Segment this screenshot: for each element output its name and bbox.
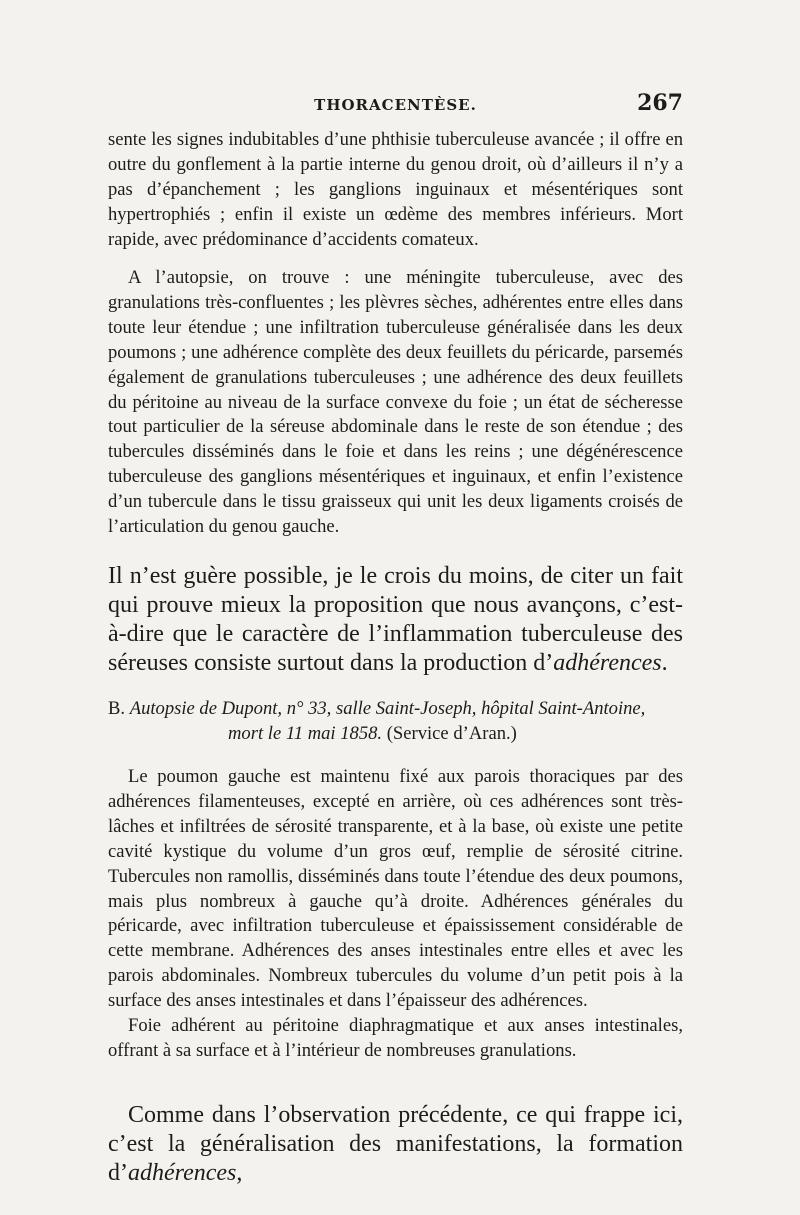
closing-text: Comme dans l’observation précédente, ce qui frappe ici, c’est la généralisation des manifestations, la formation d’ xyxy=(108,1102,683,1186)
commentary-italic: adhérences xyxy=(553,650,662,676)
paragraph-lungs: Le poumon gauche est maintenu fixé aux parois thoraciques par des adhérences filamenteuses, excepté en arrière, où ces adhérences sont très-lâches et infiltrées de sérosité transparente, et à la base, où existe une petite cavité kystique du volume d’un gros œuf, remplie de sérosité citrine. Tubercules non ramollis, disséminés dans toute l’étendue des deux poumons, mais plus nombreux à gauche qu’à droite. Adhérences générales du péricarde, avec infiltration tuberculeuse et épaississement considérable de cette membrane. Adhérences des anses intestinales entre elles et avec les parois abdominales. Nombreux tubercules du volume d’un petit pois à la surface des anses intestinales et dans l’épaisseur des adhérences. xyxy=(108,766,683,1012)
observation-date: mort le 11 mai 1858. xyxy=(228,723,383,744)
observation-service: (Service d’Aran.) xyxy=(382,723,517,744)
closing-end: , xyxy=(236,1160,243,1186)
paragraph-liver: Foie adhérent au péritoine diaphragmatique et aux anses intestinales, offrant à sa surface et à l’intérieur de nombreuses granulations. xyxy=(108,1015,683,1061)
observation-title: Autopsie de Dupont, n° 33, salle Saint-Joseph, hôpital Saint-Antoine, xyxy=(129,698,646,719)
paragraph-autopsy: A l’autopsie, on trouve : une méningite tuberculeuse, avec des granulations très-confluentes ; les plèvres sèches, adhérentes entre elles dans toute leur étendue ; une infiltration tuberculeuse généralisée dans les deux poumons ; une adhérence complète des deux feuillets du péricarde, parsemés également de granulations tuberculeuses ; une adhérence des deux feuillets du péritoine au niveau de la surface convexe du foie ; un état de sécheresse tout particulier de la séreuse abdominale dans le reste de son étendue ; des tubercules disséminés dans le foie et dans les reins ; une dégénérescence tuberculeuse des ganglions mésentériques et inguinaux, et enfin l’existence d’un tubercule dans le tissu graisseux qui unit les deux ligaments croisés de l’articulation du genou gauche. xyxy=(108,267,683,538)
page-header xyxy=(108,92,683,122)
closing-italic: adhérences xyxy=(128,1160,237,1186)
commentary-end: . xyxy=(661,650,668,676)
observation-letter: B. xyxy=(108,698,126,719)
paragraph-case-continued: sente les signes indubitables d’une phthisie tuberculeuse avancée ; il offre en outre du gonflement à la partie interne du genou droit, où d’ailleurs il n’y a pas d’épanchement ; les ganglions inguinaux et mésentériques sont hypertrophiés ; enfin il existe un œdème des membres inférieurs. Mort rapide, avec prédominance d’accidents comateux. xyxy=(108,129,683,250)
page-number: 267 xyxy=(637,90,683,116)
running-title: THORACENTÈSE. xyxy=(314,96,477,114)
observation-heading-line-2 xyxy=(108,721,683,746)
observation-heading-line-1 xyxy=(108,696,683,721)
commentary-text: Il n’est guère possible, je le crois du moins, de citer un fait qui prouve mieux la proposition que nous avançons, c’est-à-dire que le caractère de l’inflammation tuberculeuse des séreuses consiste surtout dans la production d’ xyxy=(108,563,683,676)
observation-heading xyxy=(108,696,683,746)
paragraph-closing xyxy=(108,1101,683,1188)
paragraph-commentary xyxy=(108,562,683,678)
